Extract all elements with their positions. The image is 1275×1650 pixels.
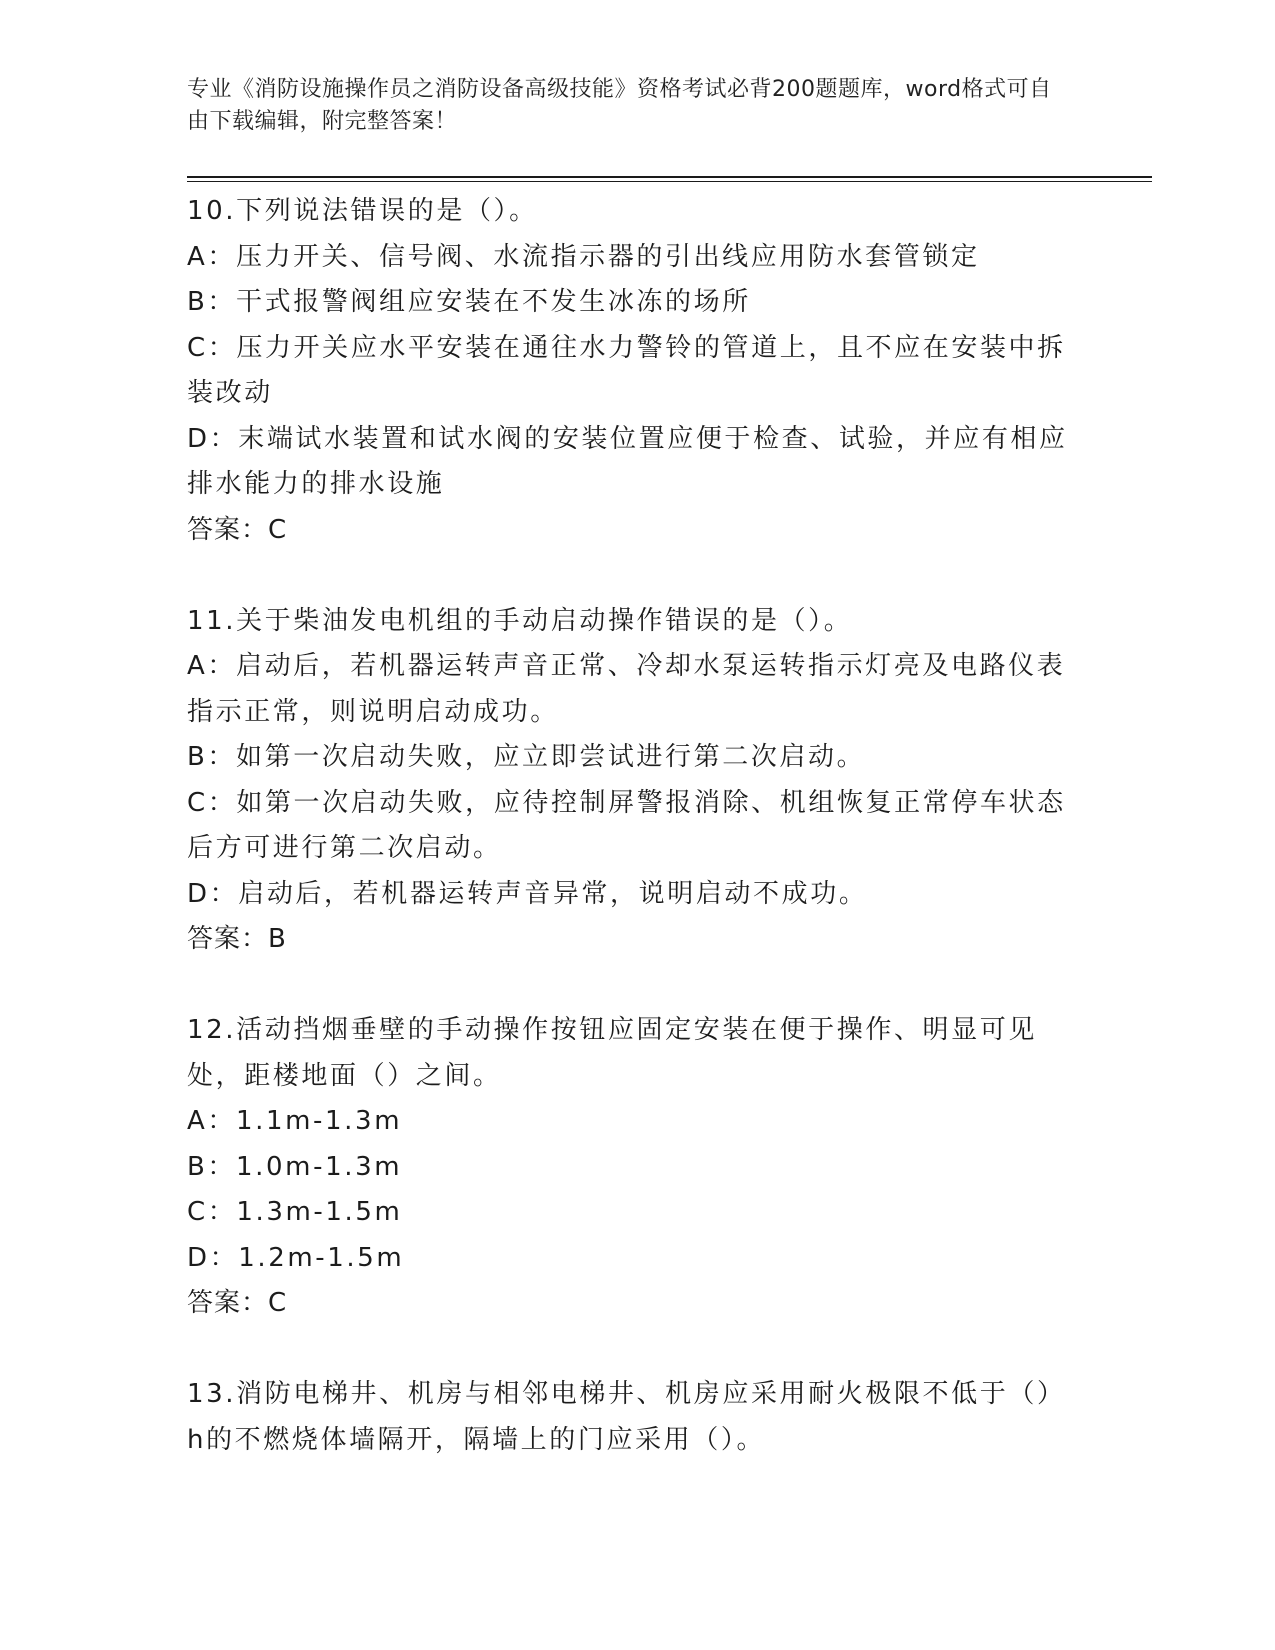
question-stem: 11.关于柴油发电机组的手动启动操作错误的是（）。 xyxy=(187,605,853,636)
question-11 xyxy=(187,599,1077,963)
option-d: D：1.2m-1.5m xyxy=(187,1242,405,1273)
option-c: C：如第一次启动失败，应待控制屏警报消除、机组恢复正常停车状态后方可进行第二次启动。 xyxy=(187,787,1066,863)
question-stem: 12.活动挡烟垂壁的手动操作按钮应固定安装在便于操作、明显可见处，距楼地面（）之间。 xyxy=(187,1015,1037,1091)
question-spacer xyxy=(187,553,1077,599)
answer: 答案：C xyxy=(187,1288,288,1318)
option-d: D：启动后，若机器运转声音异常，说明启动不成功。 xyxy=(187,878,868,909)
question-list xyxy=(187,189,1077,1463)
option-b: B：如第一次启动失败，应立即尝试进行第二次启动。 xyxy=(187,742,866,772)
header-rule-thin xyxy=(187,181,1152,182)
option-b: B：干式报警阀组应安装在不发生冰冻的场所 xyxy=(187,287,751,317)
question-stem: 13.消防电梯井、机房与相邻电梯井、机房应采用耐火极限不低于（）h的不燃烧体墙隔开，隔墙上的门应采用（）。 xyxy=(187,1379,1066,1455)
question-13 xyxy=(187,1372,1077,1463)
question-12 xyxy=(187,1008,1077,1327)
header-rule-thick xyxy=(187,176,1152,178)
question-spacer xyxy=(187,1327,1077,1373)
answer: 答案：C xyxy=(187,514,288,545)
option-c: C：1.3m-1.5m xyxy=(187,1197,403,1227)
option-a: A：启动后，若机器运转声音正常、冷却水泵运转指示灯亮及电路仪表指示正常，则说明启动成功。 xyxy=(187,651,1066,727)
document-header: 专业《消防设施操作员之消防设备高级技能》资格考试必背200题题库，word格式可自由下载编辑，附完整答案！ xyxy=(187,77,1052,134)
question-10 xyxy=(187,189,1077,553)
answer: 答案：B xyxy=(187,924,287,954)
option-a: A：压力开关、信号阀、水流指示器的引出线应用防水套管锁定 xyxy=(187,241,980,272)
option-b: B：1.0m-1.3m xyxy=(187,1151,403,1182)
question-stem: 10.下列说法错误的是（）。 xyxy=(187,196,538,226)
question-spacer xyxy=(187,963,1077,1009)
option-d: D：末端试水装置和试水阀的安装位置应便于检查、试验，并应有相应排水能力的排水设施 xyxy=(187,423,1068,499)
option-a: A：1.1m-1.3m xyxy=(187,1106,403,1136)
option-c: C：压力开关应水平安装在通往水力警铃的管道上，且不应在安装中拆装改动 xyxy=(187,332,1066,408)
